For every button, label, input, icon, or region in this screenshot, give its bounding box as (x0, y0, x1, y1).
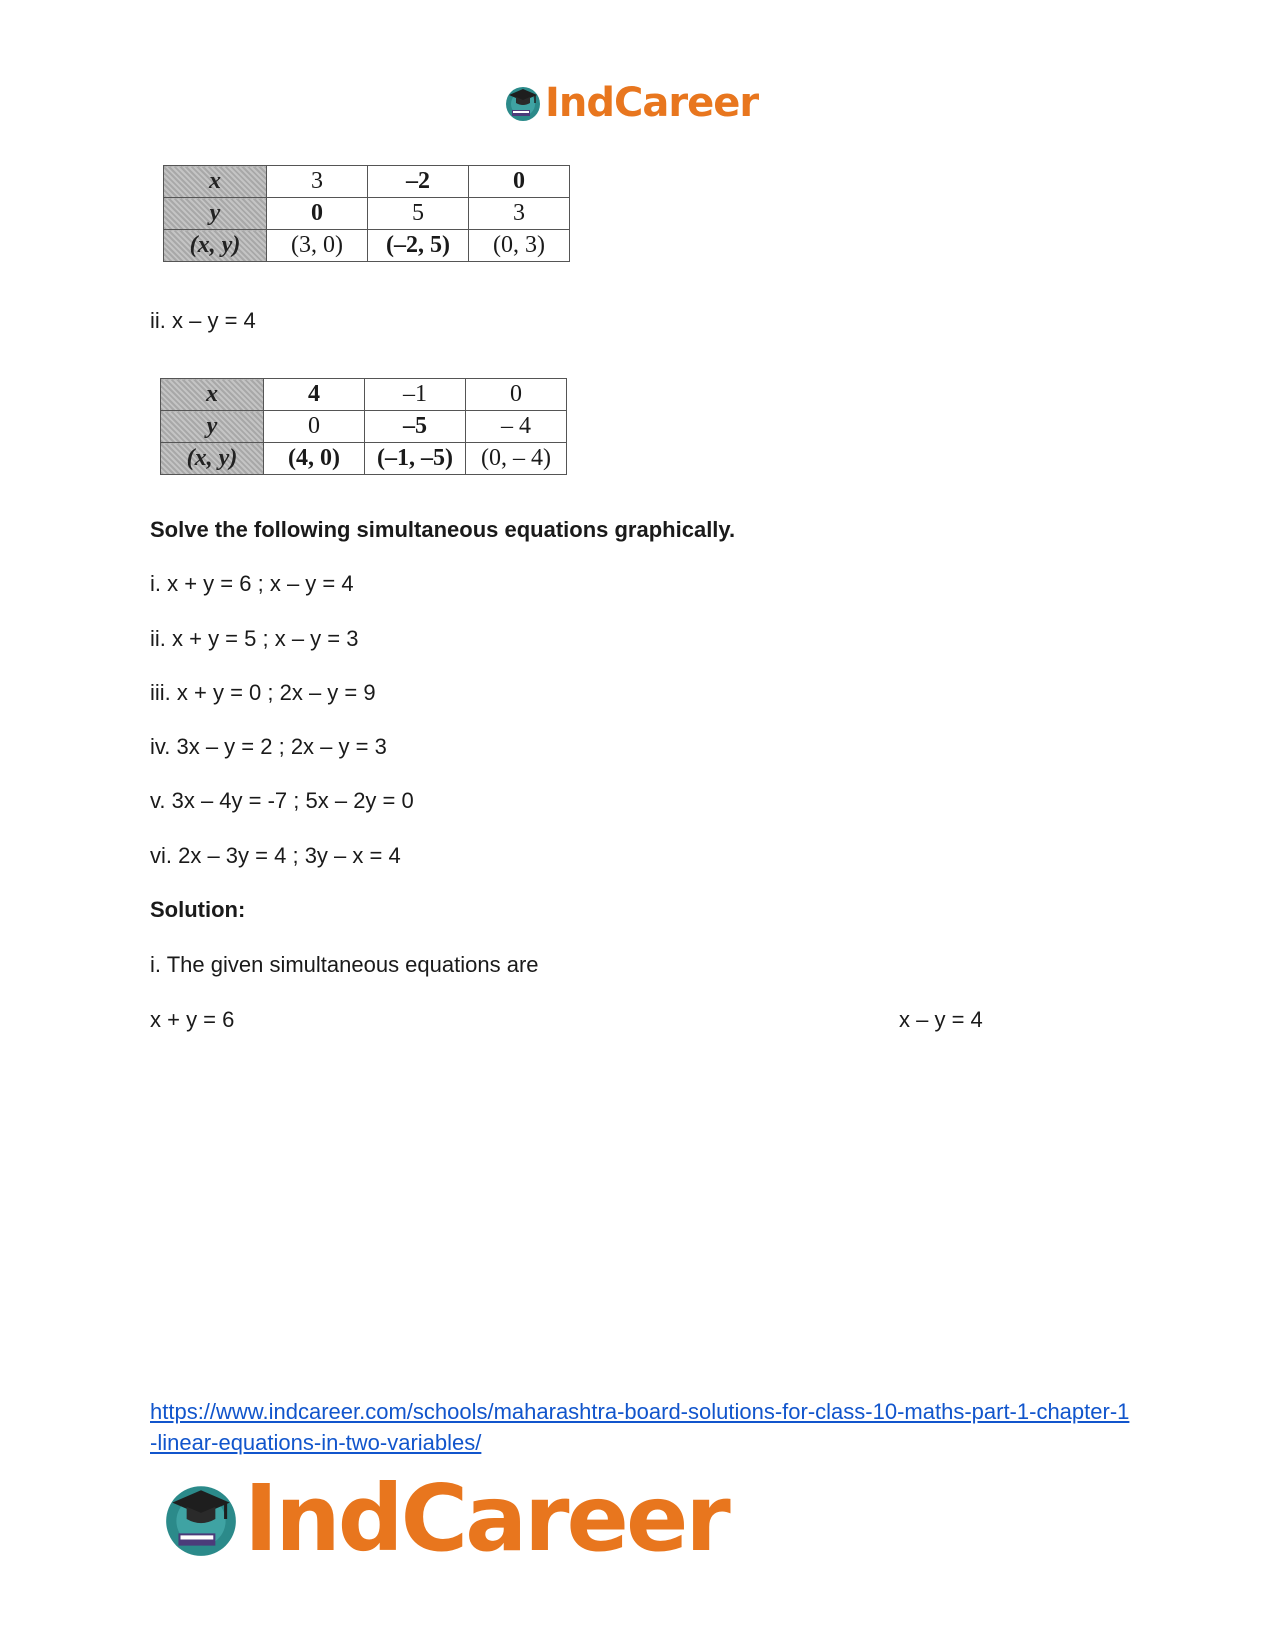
equation-ii: ii. x – y = 4 (150, 308, 256, 333)
logo-footer (160, 1465, 728, 1572)
table-cell: (–1, –5) (365, 443, 466, 475)
question-item: iii. x + y = 0 ; 2x – y = 9 (150, 680, 376, 705)
row-label-y: y (161, 411, 264, 443)
row-label-x: x (164, 166, 267, 198)
logo-header (503, 80, 758, 126)
solution-label: Solution: (150, 897, 246, 922)
table-row (161, 443, 567, 475)
graduation-globe-icon (160, 1478, 242, 1560)
table-row (164, 198, 570, 230)
question-item: i. x + y = 6 ; x – y = 4 (150, 571, 354, 596)
table-cell: 3 (469, 198, 570, 230)
row-label-xy: (x, y) (161, 443, 264, 475)
table-cell: 0 (267, 198, 368, 230)
table-cell: (0, – 4) (466, 443, 567, 475)
row-label-xy: (x, y) (164, 230, 267, 262)
solution-equation-right: x – y = 4 (899, 1007, 983, 1032)
question-item: v. 3x – 4y = -7 ; 5x – 2y = 0 (150, 788, 414, 813)
values-table-1 (163, 165, 570, 262)
graduation-globe-icon (503, 83, 543, 123)
solution-intro: i. The given simultaneous equations are (150, 952, 539, 977)
question-item: vi. 2x – 3y = 4 ; 3y – x = 4 (150, 843, 401, 868)
table-cell: 0 (264, 411, 365, 443)
table-row (164, 166, 570, 198)
table-row (164, 230, 570, 262)
question-item: ii. x + y = 5 ; x – y = 3 (150, 626, 359, 651)
table-cell: 0 (469, 166, 570, 198)
table-cell: (–2, 5) (368, 230, 469, 262)
table-cell: (0, 3) (469, 230, 570, 262)
solution-equation-left: x + y = 6 (150, 1007, 235, 1032)
table-cell: – 4 (466, 411, 567, 443)
table-cell: 3 (267, 166, 368, 198)
table-cell: 4 (264, 379, 365, 411)
values-table-2 (160, 378, 567, 475)
table-cell: –2 (368, 166, 469, 198)
question-heading: Solve the following simultaneous equations graphically. (150, 517, 736, 542)
table-row (161, 411, 567, 443)
table-cell: (4, 0) (264, 443, 365, 475)
row-label-y: y (164, 198, 267, 230)
table-row (161, 379, 567, 411)
table-cell: –1 (365, 379, 466, 411)
logo-text: IndCareer (545, 80, 759, 126)
row-label-x: x (161, 379, 264, 411)
table-cell: 0 (466, 379, 567, 411)
table-cell: –5 (365, 411, 466, 443)
table-cell: 5 (368, 198, 469, 230)
question-item: iv. 3x – y = 2 ; 2x – y = 3 (150, 734, 387, 759)
source-url-link[interactable]: https://www.indcareer.com/schools/maharashtra-board-solutions-for-class-10-maths-part-1-chapter-1-linear-equations-in-two-variables/ (150, 1399, 1130, 1455)
logo-text: IndCareer (244, 1465, 728, 1572)
table-cell: (3, 0) (267, 230, 368, 262)
